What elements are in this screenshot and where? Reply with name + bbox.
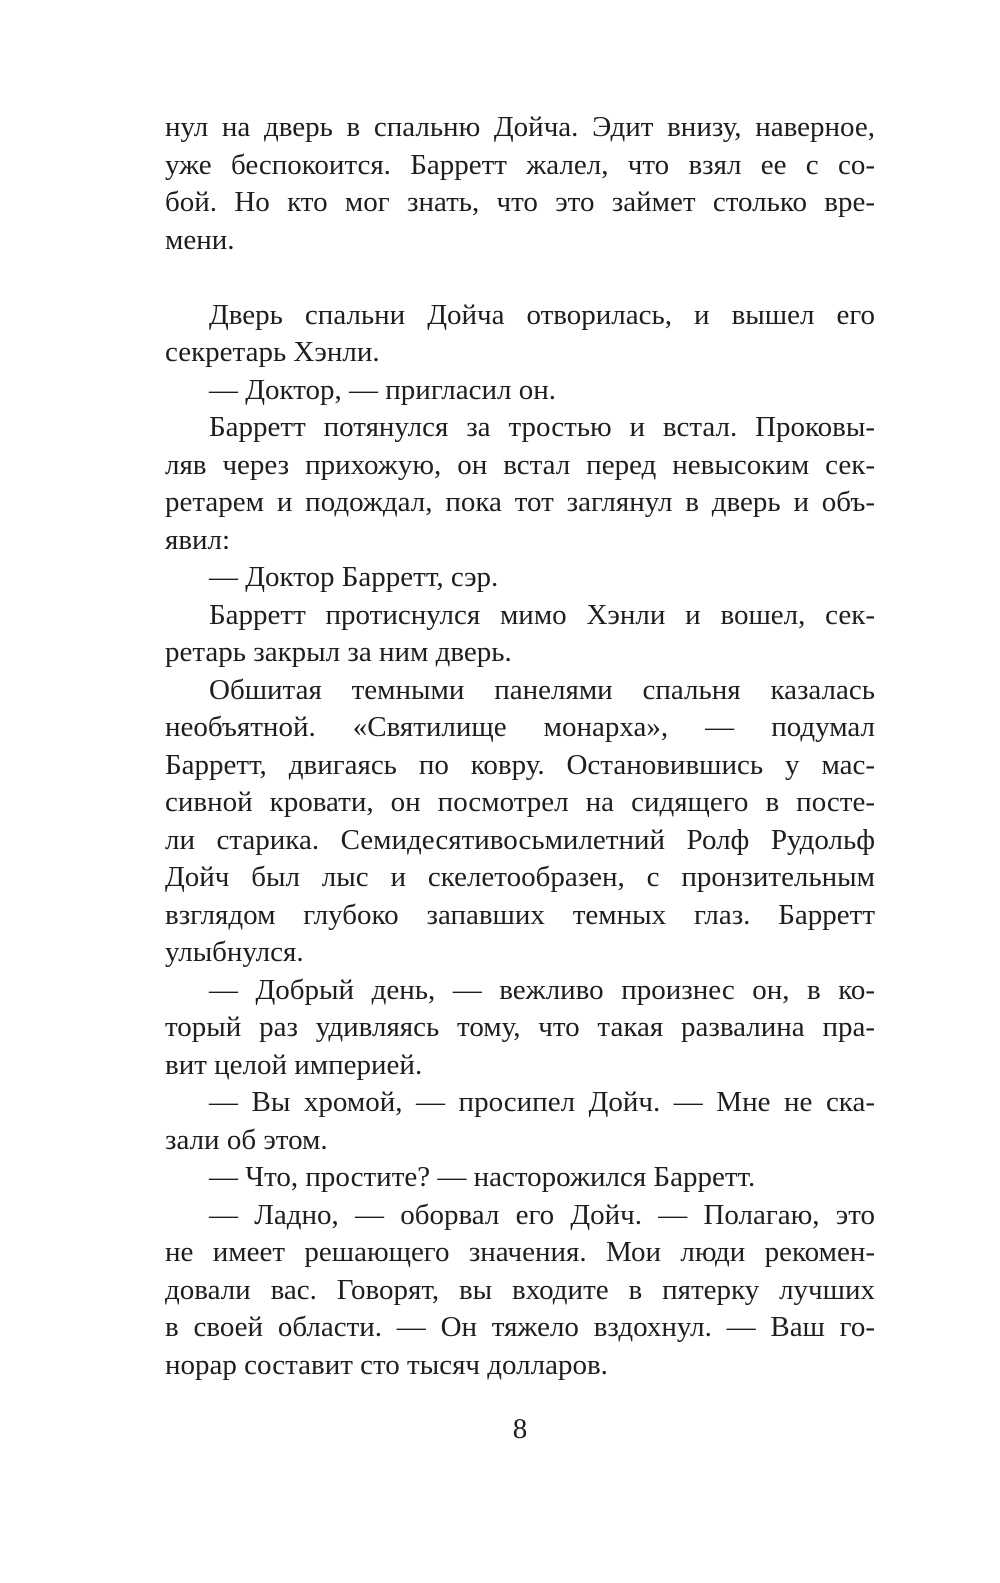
text-line: Дойч был лыс и скелетообразен, с пронзительным	[165, 861, 875, 893]
text-line: Обшитая темными панелями спальня казалась	[209, 673, 875, 706]
text-line: — Доктор, — пригласил он.	[209, 373, 556, 406]
text-line: секретарь Хэнли.	[165, 336, 380, 368]
text-line: Барретт протиснулся мимо Хэнли и вошел, сек-	[209, 598, 875, 631]
text-line: уже беспокоится. Барретт жалел, что взял ее с со-	[165, 148, 875, 181]
text-line: необъятной. «Святилище монарха», — подумал	[165, 711, 875, 743]
text-line: ретарь закрыл за ним дверь.	[165, 636, 512, 668]
text-line: — Доктор Барретт, сэр.	[209, 561, 499, 593]
text-line: ляв через прихожую, он встал перед невысоким сек-	[165, 448, 875, 481]
text-line: — Ладно, — оборвал его Дойч. — Полагаю, это	[209, 1198, 875, 1231]
text-line: довали вас. Говорят, вы входите в пятерку лучших	[165, 1273, 875, 1306]
book-page-text	[165, 109, 875, 1384]
section-break	[165, 259, 875, 297]
text-line: торый раз удивляясь тому, что такая развалина пра-	[165, 1011, 875, 1043]
text-line: в своей области. — Он тяжело вздохнул. — Ваш го-	[165, 1311, 875, 1343]
text-line: взглядом глубоко запавших темных глаз. Барретт	[165, 898, 875, 931]
text-line: улыбнулся.	[165, 936, 304, 968]
text-line: мени.	[165, 223, 235, 256]
text-line: явил:	[165, 523, 231, 556]
text-line: сивной кровати, он посмотрел на сидящего в посте-	[165, 786, 875, 818]
text-line: нул на дверь в спальню Дойча. Эдит внизу, наверное,	[165, 111, 875, 143]
text-line: — Что, простите? — насторожился Барретт.	[209, 1161, 756, 1193]
text-line: ретарем и подождал, пока тот заглянул в дверь и объ-	[165, 486, 875, 518]
text-line: Барретт, двигаясь по ковру. Остановившись у мас-	[165, 748, 875, 781]
text-line: ли старика. Семидесятивосьмилетний Ролф Рудольф	[165, 823, 875, 856]
text-line: — Вы хромой, — просипел Дойч. — Мне не ска-	[209, 1086, 875, 1118]
text-line: — Добрый день, — вежливо произнес он, в ко-	[209, 973, 875, 1006]
text-line: норар составит сто тысяч долларов.	[165, 1348, 608, 1381]
text-line: Дверь спальни Дойча отворилась, и вышел его	[209, 298, 875, 331]
text-line: бой. Но кто мог знать, что это займет столько вре-	[165, 186, 875, 218]
text-line: вит целой империей.	[165, 1048, 423, 1081]
text-line: не имеет решающего значения. Мои люди рекомен-	[165, 1236, 875, 1268]
text-line: Барретт потянулся за тростью и встал. Проковы-	[209, 411, 875, 443]
text-line: зали об этом.	[165, 1123, 328, 1156]
page-number: 8	[512, 1413, 528, 1445]
